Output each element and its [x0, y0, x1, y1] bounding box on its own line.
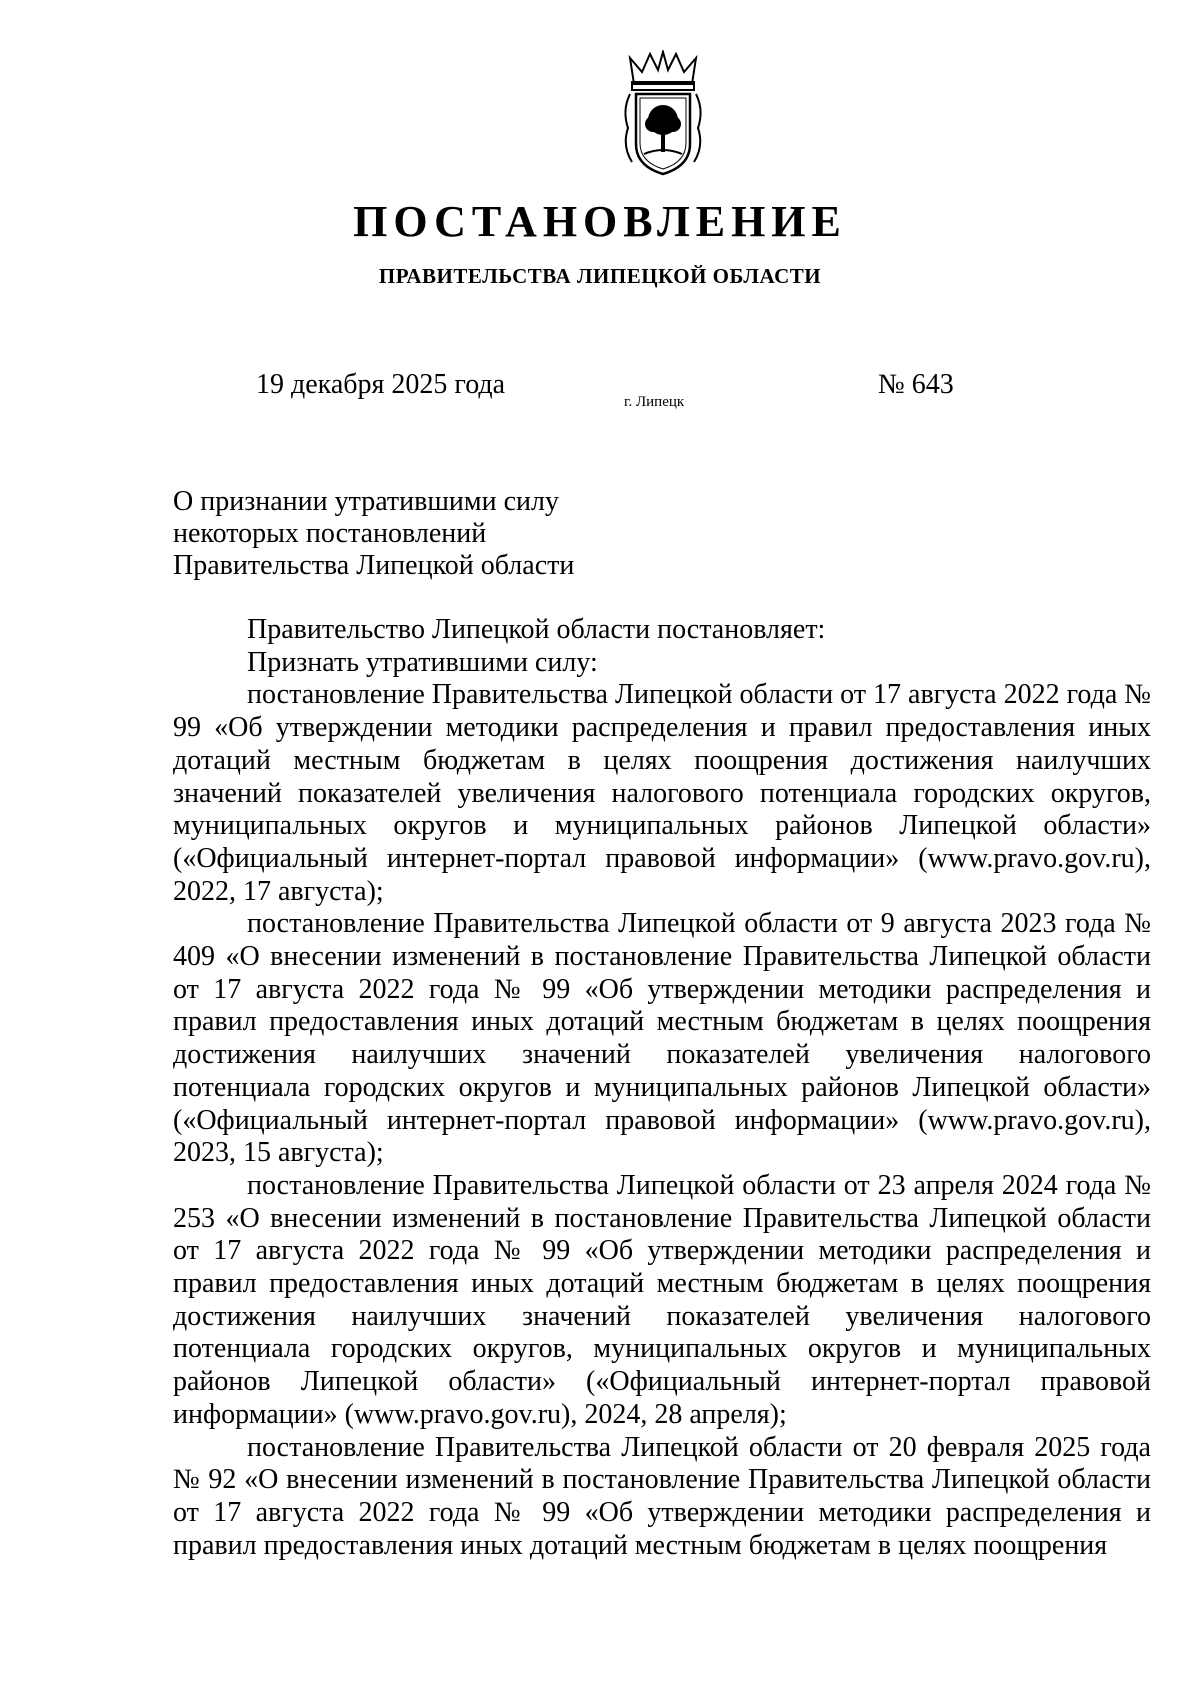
coat-of-arms-icon — [620, 50, 706, 178]
heading-line: некоторых постановлений — [173, 518, 487, 549]
body-paragraph: постановление Правительства Липецкой области от 23 апреля 2024 года № 253 «О внесении изменений в постановление Правительства Липецкой области от 17 августа 2022 года № 99 «Об утверждении методики распределения и правил предоставления иных дотаций местным бюджетам в целях поощрения достижения наилучших значений показателей увеличения налогового потенциала городских округов, муниципальных округов и муниципальных районов Липецкой области» («Официальный интернет-портал правовой информации» (www.pravo.gov.ru), 2024, 28 апреля); — [173, 1169, 1151, 1430]
document-date: 19 декабря 2025 года — [256, 369, 506, 400]
document-body — [173, 614, 1151, 1562]
heading-line: О признании утратившими силу — [173, 486, 559, 517]
body-paragraph: постановление Правительства Липецкой области от 17 августа 2022 года № 99 «Об утверждении методики распределения и правил предоставления иных дотаций местным бюджетам в целях поощрения достижения наилучших значений показателей увеличения налогового потенциала городских округов, муниципальных округов и муниципальных районов Липецкой области» («Официальный интернет-портал правовой информации» (www.pravo.gov.ru), 2022, 17 августа); — [173, 679, 1151, 907]
body-paragraph: постановление Правительства Липецкой области от 20 февраля 2025 года № 92 «О внесении изменений в постановление Правительства Липецкой области от 17 августа 2022 года № 99 «Об утверждении методики распределения и правил предоставления иных дотаций местным бюджетам в целях поощрения — [173, 1431, 1151, 1561]
heading-line: Правительства Липецкой области — [173, 550, 575, 581]
document-city: г. Липецк — [624, 394, 685, 410]
document-title: ПОСТАНОВЛЕНИЕ — [353, 197, 847, 246]
document-heading — [173, 486, 574, 582]
body-paragraph: Признать утратившими силу: — [247, 646, 598, 678]
body-paragraph: постановление Правительства Липецкой области от 9 августа 2023 года № 409 «О внесении изменений в постановление Правительства Липецкой области от 17 августа 2022 года № 99 «Об утверждении методики распределения и правил предоставления иных дотаций местным бюджетам в целях поощрения достижения наилучших значений показателей увеличения налогового потенциала городских округов и муниципальных районов Липецкой области» («Официальный интернет-портал правовой информации» (www.pravo.gov.ru), 2023, 15 августа); — [173, 908, 1151, 1169]
document-subtitle: ПРАВИТЕЛЬСТВА ЛИПЕЦКОЙ ОБЛАСТИ — [378, 264, 822, 288]
document-number: № 643 — [878, 369, 954, 400]
body-paragraph: Правительство Липецкой области постановляет: — [247, 614, 826, 645]
